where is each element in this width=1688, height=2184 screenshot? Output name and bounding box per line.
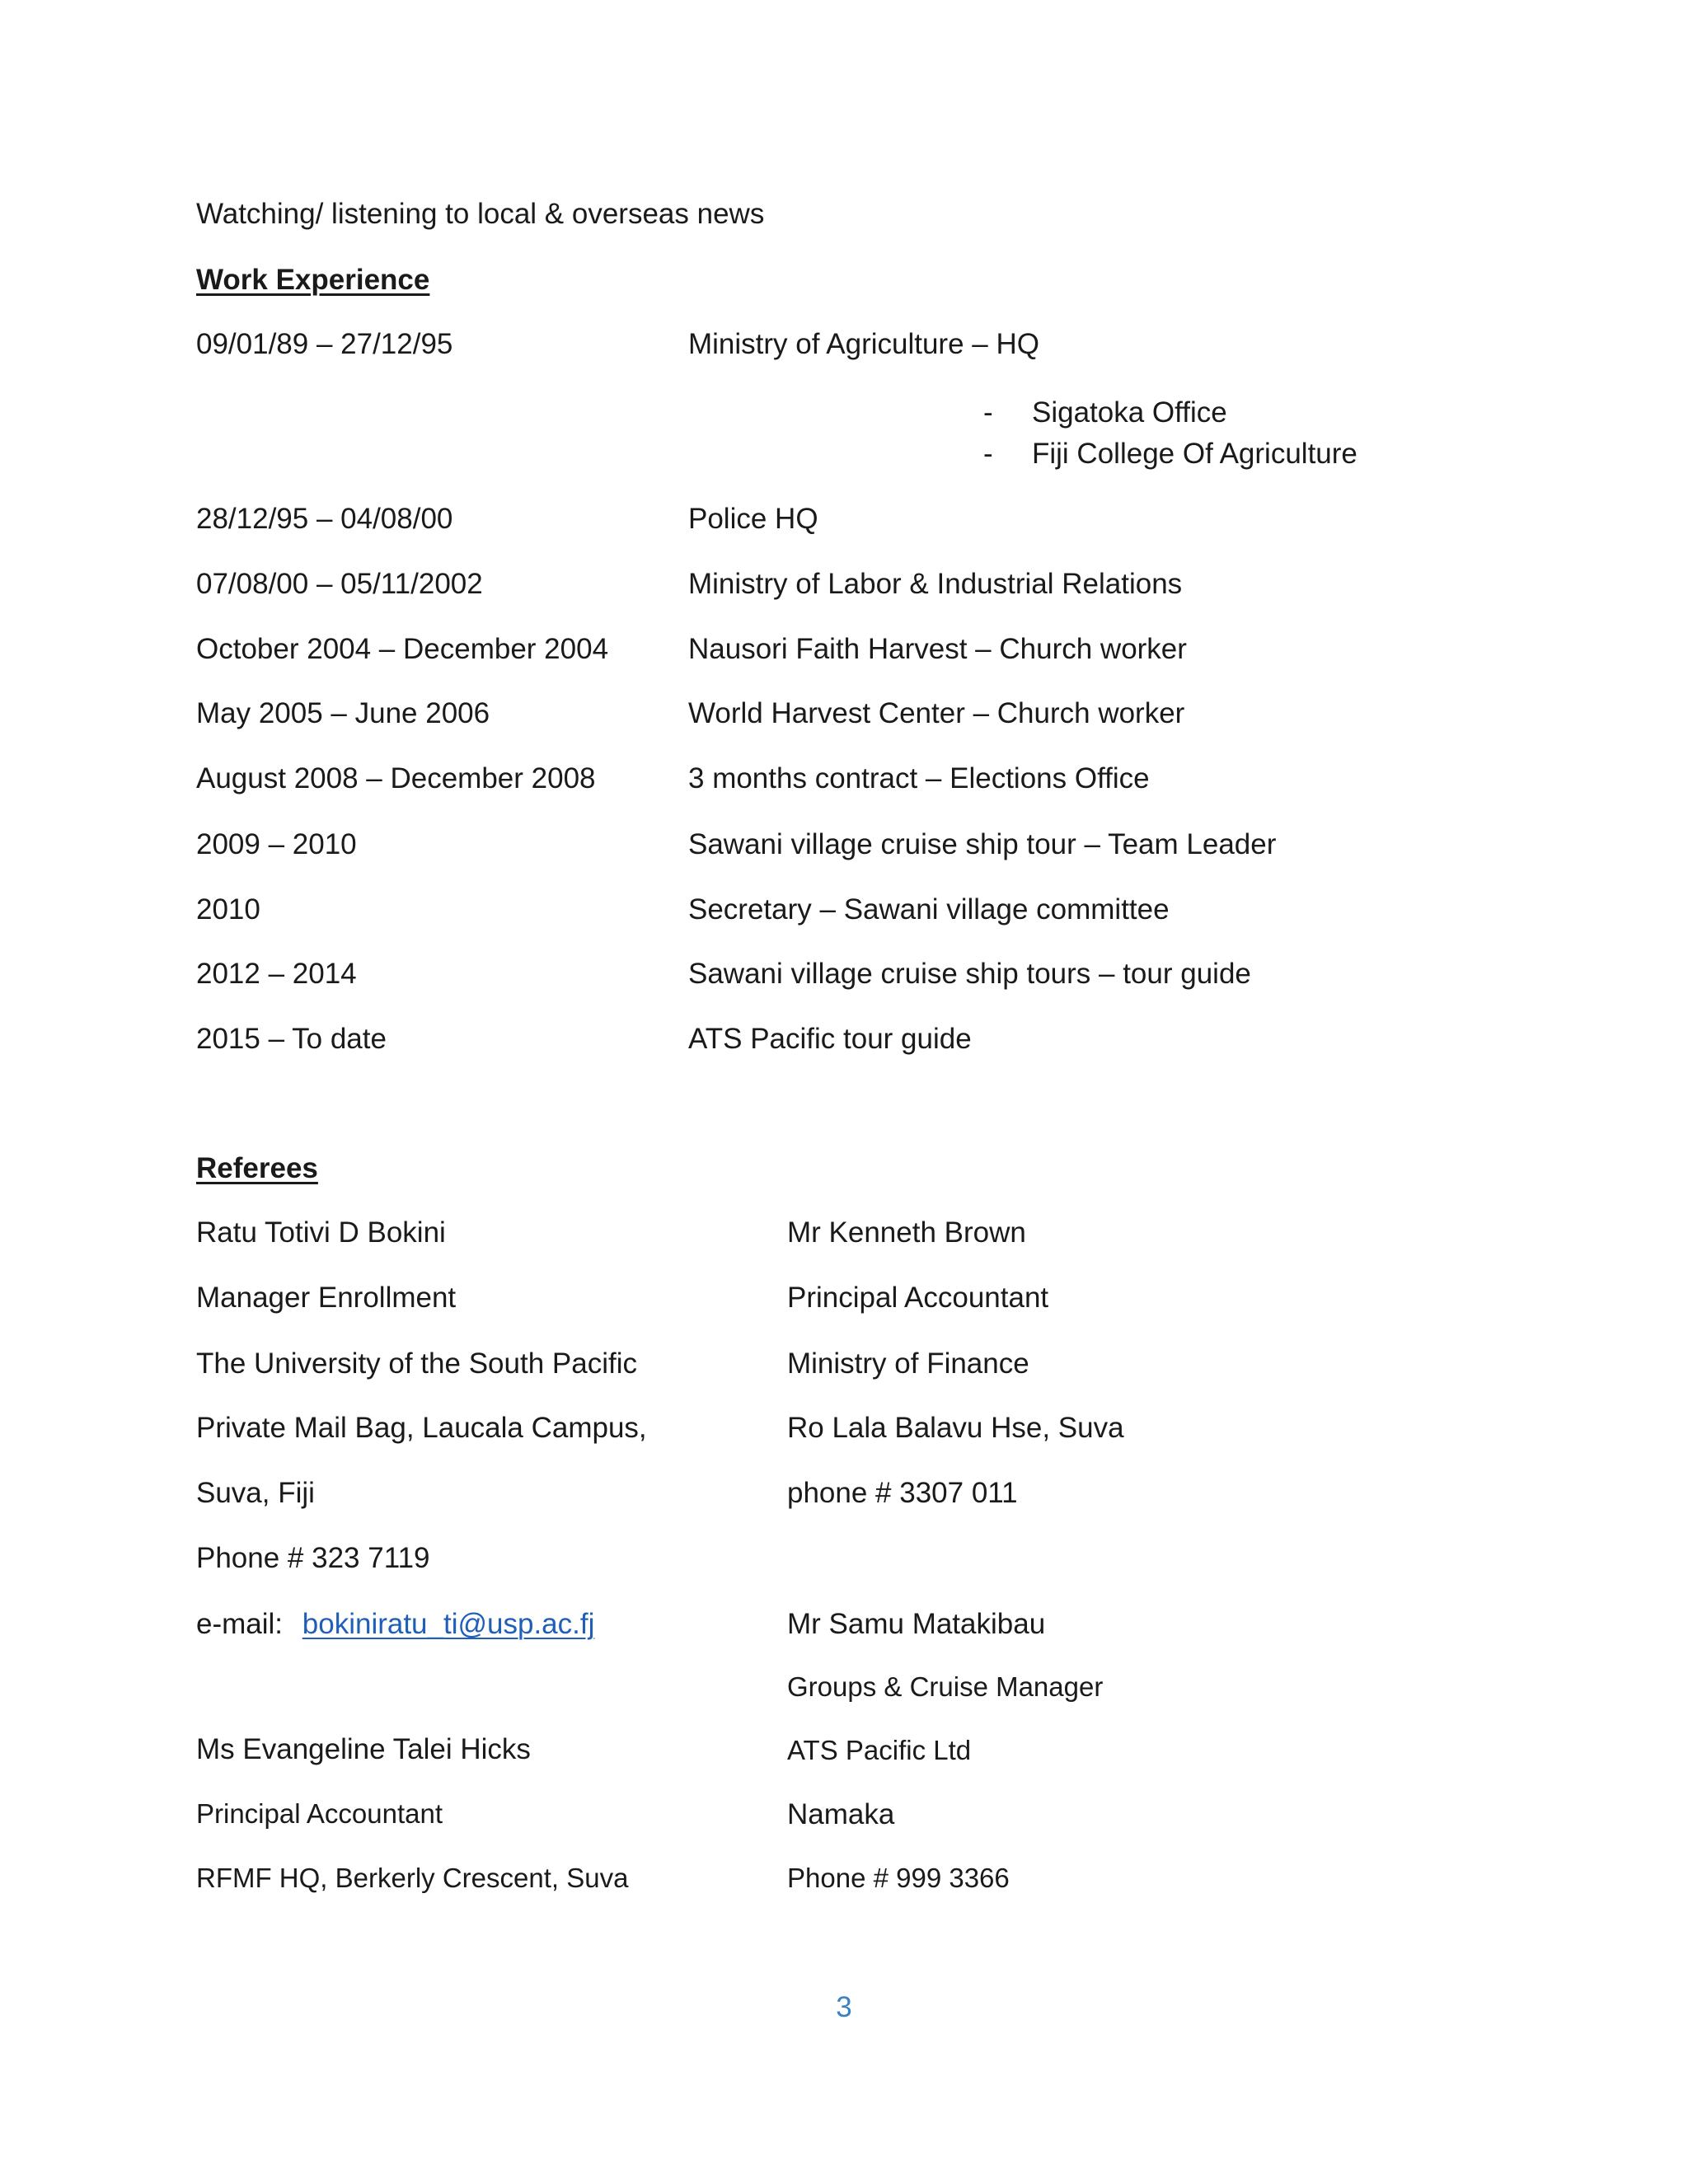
referee-title: Principal Accountant [787, 1282, 1049, 1314]
work-period: 2010 [196, 893, 260, 926]
referee-address: Namaka [787, 1798, 895, 1830]
referee-phone: phone # 3307 011 [787, 1477, 1018, 1509]
work-role: Nausori Faith Harvest – Church worker [688, 633, 1187, 665]
work-role: Secretary – Sawani village committee [688, 893, 1170, 926]
referee-org: ATS Pacific Ltd [787, 1735, 972, 1765]
work-role: 3 months contract – Elections Office [688, 762, 1150, 794]
referee-name: Mr Kenneth Brown [787, 1216, 1026, 1249]
work-period: 28/12/95 – 04/08/00 [196, 503, 453, 535]
work-role: ATS Pacific tour guide [688, 1023, 972, 1055]
referee-phone: Phone # 999 3366 [787, 1863, 1010, 1893]
work-experience-heading: Work Experience [196, 264, 430, 296]
intro-line: Watching/ listening to local & overseas news [196, 198, 765, 230]
referee-phone: Phone # 323 7119 [196, 1542, 430, 1574]
referee-org: The University of the South Pacific [196, 1347, 637, 1380]
referee-title: Manager Enrollment [196, 1282, 457, 1314]
work-role: Ministry of Labor & Industrial Relations [688, 568, 1183, 600]
work-period: 07/08/00 – 05/11/2002 [196, 568, 483, 600]
work-period: 2015 – To date [196, 1023, 387, 1055]
referee-address: RFMF HQ, Berkerly Crescent, Suva [196, 1863, 629, 1893]
referee-name: Mr Samu Matakibau [787, 1608, 1046, 1640]
work-role: Sawani village cruise ship tours – tour guide [688, 958, 1251, 990]
list-bullet: - [983, 396, 993, 429]
work-period: 2009 – 2010 [196, 828, 357, 860]
referee-title: Principal Accountant [196, 1798, 443, 1829]
work-period: October 2004 – December 2004 [196, 633, 609, 665]
work-role: Sawani village cruise ship tour – Team Leader [688, 828, 1277, 860]
referee-email-row [196, 1610, 594, 1638]
work-role: Police HQ [688, 503, 818, 535]
referee-address: Ro Lala Balavu Hse, Suva [787, 1412, 1124, 1444]
referee-address: Private Mail Bag, Laucala Campus, [196, 1412, 647, 1444]
referees-heading: Referees [196, 1152, 318, 1184]
referee-org: Ministry of Finance [787, 1347, 1029, 1380]
referee-name: Ms Evangeline Talei Hicks [196, 1733, 531, 1765]
work-period: 09/01/89 – 27/12/95 [196, 328, 453, 360]
referee-name: Ratu Totivi D Bokini [196, 1216, 446, 1249]
email-label: e-mail: [196, 1608, 284, 1640]
sub-office-item: Fiji College Of Agriculture [1032, 438, 1357, 470]
referee-address: Suva, Fiji [196, 1477, 315, 1509]
work-period: 2012 – 2014 [196, 958, 357, 990]
work-role: Ministry of Agriculture – HQ [688, 328, 1039, 360]
referee-title: Groups & Cruise Manager [787, 1671, 1104, 1702]
list-bullet: - [983, 438, 993, 470]
work-period: August 2008 – December 2008 [196, 762, 596, 794]
sub-office-item: Sigatoka Office [1032, 396, 1227, 429]
work-role: World Harvest Center – Church worker [688, 697, 1185, 729]
email-link[interactable]: bokiniratu_ti@usp.ac.fj [302, 1608, 595, 1640]
page-number: 3 [836, 1991, 852, 2023]
work-period: May 2005 – June 2006 [196, 697, 490, 729]
